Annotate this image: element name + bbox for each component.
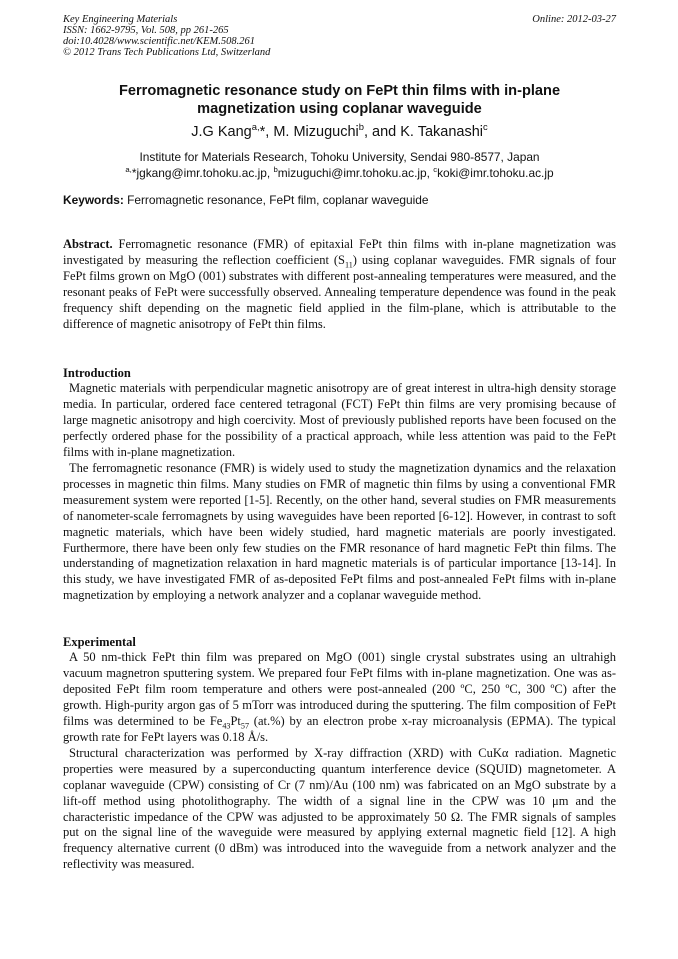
online-date: Online: 2012-03-27	[532, 14, 616, 25]
author-separator: ,	[265, 124, 274, 140]
journal-name: Key Engineering Materials	[63, 14, 178, 25]
email-address: koki@imr.tohoku.ac.jp	[437, 165, 554, 180]
paragraph: Structural characterization was performed by X-ray diffraction (XRD) with CuKα radiation. Magnetic properties were measured by a superconducting quantum interference device (SQUID) magnetometer. A coplanar waveguide (CPW) consisting of Cr (7 nm)/Au (100 nm) was fabricated on an MgO substrate by a lift-off method using photolithography. The width of a signal line in the CPW was 10 μm and the characteristic impedance of the CPW was adjusted to be approximately 50 Ω. The FMR signals of samples put on the signal line of the waveguide were measured by applying external magnetic field [12]. A high frequency alternative current (0 dBm) was introduced into the waveguide from a network analyzer and the reflectivity was measured.	[63, 745, 616, 872]
journal-issn: ISSN: 1662-9795, Vol. 508, pp 261-265	[63, 25, 229, 36]
journal-doi: doi:10.4028/www.scientific.net/KEM.508.261	[63, 36, 255, 47]
author-separator: , and	[363, 124, 401, 140]
paragraph-text: Pt	[230, 713, 241, 728]
author-affil-mark: c	[483, 121, 488, 133]
introduction-body	[63, 381, 616, 604]
introduction-heading: Introduction	[63, 366, 131, 380]
email-mark: b	[273, 164, 278, 174]
keywords-label: Keywords:	[63, 193, 124, 207]
author-list	[63, 123, 616, 141]
keywords-text: Ferromagnetic resonance, FePt film, coplanar waveguide	[123, 193, 429, 207]
affiliation	[63, 150, 616, 181]
paragraph-text: (at.%) by an electron probe x-ray microanalysis (EPMA). The typical growth rate for FePt layers was 0.18 Å/s.	[63, 713, 616, 744]
author-affil-mark: b	[358, 121, 364, 133]
abstract-subscript: 11	[344, 260, 353, 270]
keywords	[63, 193, 616, 208]
composition-subscript: 57	[240, 721, 249, 731]
email-address: mizuguchi@imr.tohoku.ac.jp,	[277, 165, 434, 180]
author-name: K. Takanashi	[400, 124, 484, 140]
email-address: *jgkang@imr.tohoku.ac.jp,	[131, 165, 274, 180]
email-mark: c	[433, 164, 438, 174]
experimental-heading: Experimental	[63, 635, 136, 649]
title-line-2: magnetization using coplanar waveguide	[197, 101, 482, 117]
journal-header	[63, 14, 616, 58]
title-line-1: Ferromagnetic resonance study on FePt thin films with in-plane	[118, 83, 561, 99]
paragraph-text: A 50 nm-thick FePt thin film was prepared on MgO (001) single crystal substrates using an ultrahigh vacuum magnetron sputtering system. We prepared four FePt films with in-plane magnetization. One was as-deposited FePt film room temperature and others were post-annealed (200 ºC, 250 ºC, 300 ºC) after the growth. High-purity argon gas of 5 mTorr was introduced during the sputtering. The film composition of FePt films was determined to be Fe	[63, 650, 616, 728]
paragraph: Magnetic materials with perpendicular magnetic anisotropy are of great interest in ultra-high density storage media. In particular, ordered face centered tetragonal (FCT) FePt thin films are very promising because of large magnetic anisotropy and high coercivity. Most of previously published reports have been focused on the perfectly ordered phase for the possibility of a practical approach, while less attention was paid to the FePt films with in-plane magnetization.	[63, 381, 616, 459]
email-line	[63, 166, 616, 182]
abstract	[63, 237, 616, 333]
abstract-text: ) using coplanar waveguides. FMR signals of four FePt films grown on MgO (001) substrates with different post-annealing temperatures were measured, and the resonant peaks of FePt were successfully observed. Annealing temperature dependence was found in the peak frequency shift depending on the magnetic field applied in the film-plane, which is attributable to the difference of magnetic anisotropy of FePt thin films.	[63, 252, 616, 331]
author-affil-mark: a,	[251, 121, 260, 133]
author-name: J.G Kang	[191, 124, 252, 140]
journal-copyright: © 2012 Trans Tech Publications Ltd, Switzerland	[63, 47, 271, 58]
email-mark: a,	[125, 164, 132, 174]
corresponding-mark: *	[259, 124, 266, 140]
abstract-label: Abstract.	[63, 237, 113, 251]
author-name: M. Mizuguchi	[273, 124, 359, 140]
composition-subscript: 43	[222, 721, 231, 731]
paragraph	[63, 650, 616, 746]
paragraph: The ferromagnetic resonance (FMR) is widely used to study the magnetization dynamics and the relaxation processes in magnetic thin films. Many studies on FMR of magnetic thin films by using a conventional FMR measurement system were reported [1-5]. Recently, on the other hand, several studies on FMR measurements of nanometer-scale ferromagnets by using waveguides have been reported [6-12]. However, in contrast to soft magnetic materials, which have been widely studied, hard magnetic materials are poorly investigated. Furthermore, there have been only few studies on the FMR resonance of hard magnetic FePt thin films. The understanding of magnetization relaxation in hard magnetic materials is of particular importance [13-14]. In this study, we have investigated FMR of as-deposited FePt films and post-annealed FePt films with in-plane magnetization by employing a network analyzer and a coplanar waveguide method.	[63, 460, 616, 603]
experimental-body	[63, 650, 616, 873]
institute-line: Institute for Materials Research, Tohoku University, Sendai 980-8577, Japan	[139, 150, 540, 164]
abstract-text: Ferromagnetic resonance (FMR) of epitaxial FePt thin films with in-plane magnetization was investigated by measuring the reflection coefficient (S	[63, 237, 616, 267]
paper-title	[63, 82, 616, 118]
